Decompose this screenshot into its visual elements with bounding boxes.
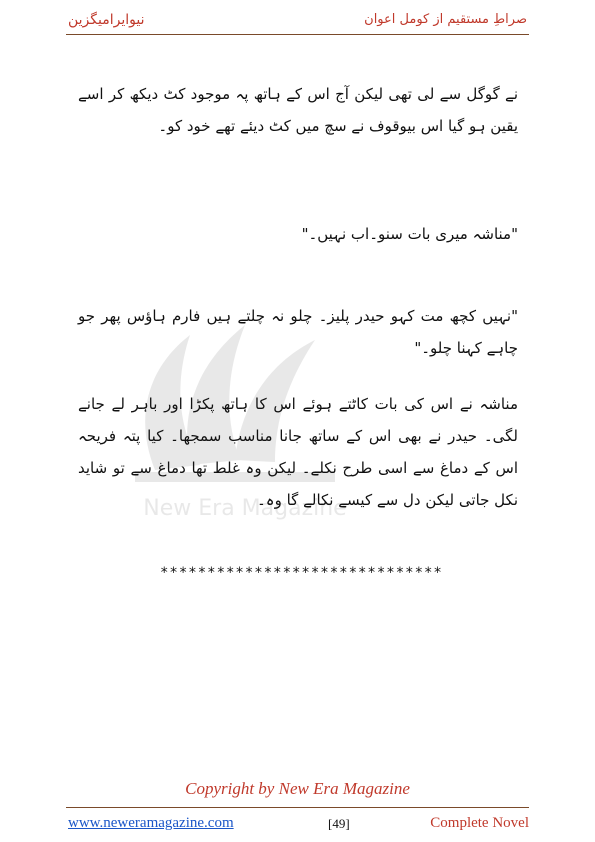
novel-label: Complete Novel xyxy=(430,815,529,831)
page-number: [49] xyxy=(328,816,350,831)
paragraph: نے گوگل سے لی تھی لیکن آج اس کے ہاتھ پہ موجود کٹ دیکھ کر اسے یقین ہو گیا اس بیوقوف نے سچ میں کٹ دیئے تھے خود کو۔ xyxy=(78,85,518,135)
story-title: صراطِ مستقیم از کومل اعوان xyxy=(364,12,527,27)
website-link[interactable]: www.neweramagazine.com xyxy=(68,815,234,831)
header-divider xyxy=(66,34,529,35)
paragraph-4-block xyxy=(78,388,518,516)
page-footer xyxy=(66,815,529,835)
copyright-notice: Copyright by New Era Magazine xyxy=(185,779,410,798)
paragraph-3-block xyxy=(78,300,518,364)
paragraph-1-block xyxy=(78,78,518,142)
paragraph: "مناشہ میری بات سنو۔اب نہیں۔" xyxy=(301,225,518,243)
watermark-text: New Era Magazine xyxy=(143,496,347,521)
paragraph-2-block xyxy=(78,218,518,250)
magazine-name: نیوایرامیگزین xyxy=(68,12,145,28)
section-separator: ****************************** xyxy=(160,565,443,581)
paragraph: مناشہ نے اس کی بات کاٹتے ہوئے اس کا ہاتھ پکڑا اور باہر لے جانے لگی۔ حیدر نے بھی اس کے ساتھ جانا مناسب سمجھا۔ کیا پتہ فریحہ اس کے دماغ سے اسی طرح نکلے۔ لیکن وہ غلط تھا دماغ سے تو شاید نکل جاتی لیکن دل سے کیسے نکالے گا وہ۔ xyxy=(78,395,518,509)
footer-divider xyxy=(66,807,529,808)
page-header xyxy=(68,12,527,34)
paragraph: "نہیں کچھ مت کہو حیدر پلیز۔ چلو نہ چلتے ہیں فارم ہاؤس پھر جو چاہے کہنا چلو۔" xyxy=(78,307,518,357)
